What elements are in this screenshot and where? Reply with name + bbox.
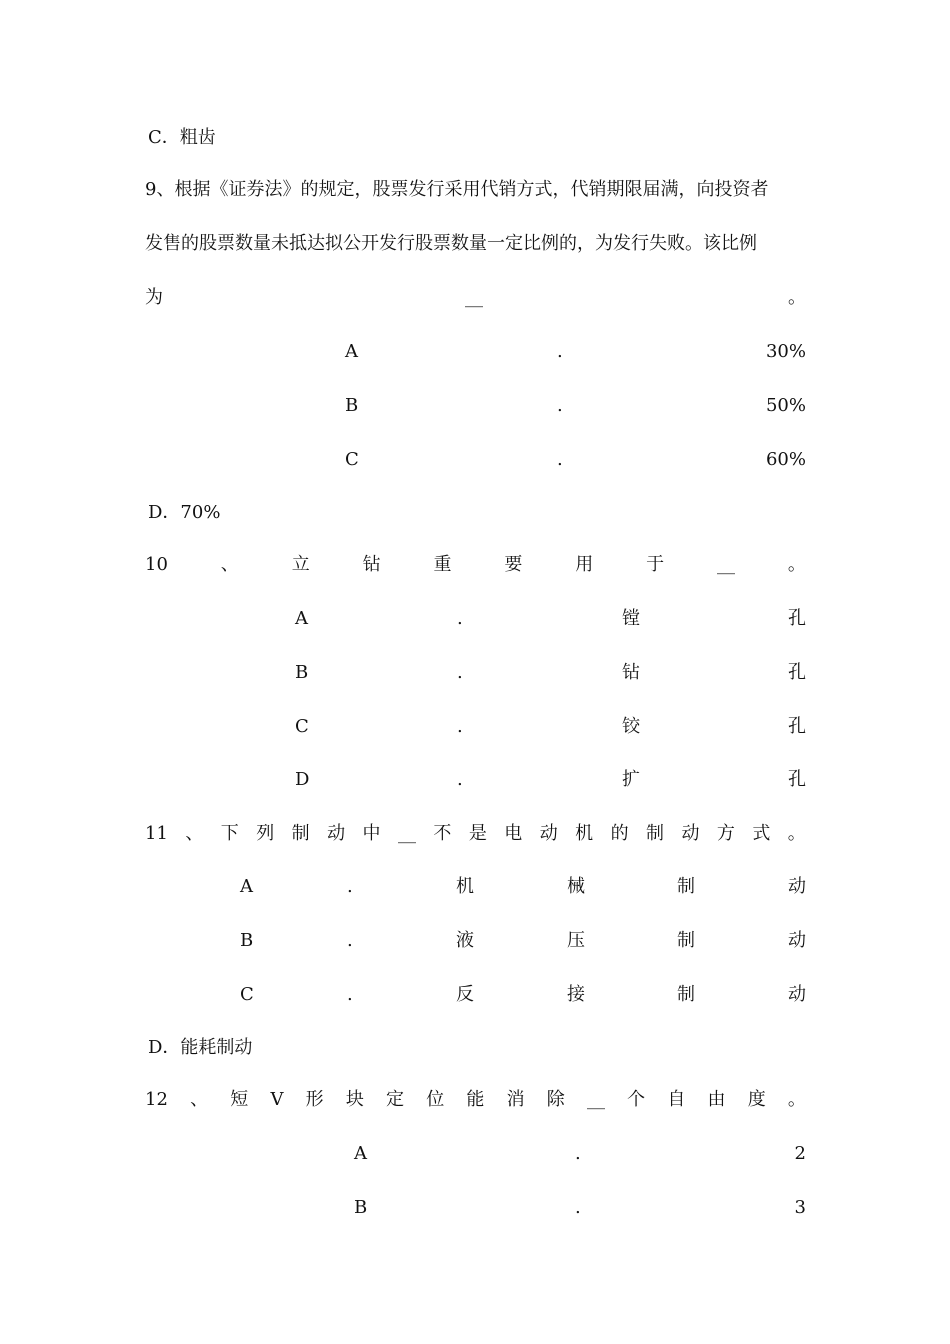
question-12-option-b xyxy=(145,1195,806,1221)
answer-blank: __ xyxy=(586,1089,605,1110)
question-10-stem xyxy=(145,552,806,578)
stem-token: 、 xyxy=(190,1089,209,1110)
option-dot: . xyxy=(457,769,463,790)
stem-token: 形 xyxy=(305,1089,324,1110)
stem-token: 块 xyxy=(345,1089,364,1110)
stem-token: 12 xyxy=(145,1089,168,1110)
stem-token: 的 xyxy=(610,823,629,844)
stem-token: 列 xyxy=(256,823,275,844)
stem-token: 中 xyxy=(362,823,381,844)
option-word: 孔 xyxy=(788,769,806,790)
option-word: 机 xyxy=(456,876,474,897)
question-12-option-a xyxy=(145,1141,806,1167)
option-letter: A xyxy=(354,1143,367,1164)
stem-token: 是 xyxy=(468,823,487,844)
option-dot: . xyxy=(457,662,463,683)
option-value: 50% xyxy=(765,395,806,416)
stem-token: 度 xyxy=(747,1089,766,1110)
option-dot: . xyxy=(347,876,353,897)
stem-token: 自 xyxy=(667,1089,686,1110)
option-letter: D xyxy=(295,769,310,790)
answer-blank: __ xyxy=(397,823,416,844)
question-9-option-c xyxy=(145,447,806,473)
stem-token: 用 xyxy=(575,554,594,575)
stem-token: 。 xyxy=(787,554,806,575)
question-10-option-b xyxy=(145,660,806,686)
question-text: 为 xyxy=(145,287,163,308)
option-word: 液 xyxy=(456,930,474,951)
stem-token: 。 xyxy=(787,823,806,844)
option-value: 2 xyxy=(794,1143,806,1164)
stem-token: 电 xyxy=(504,823,523,844)
stem-token: 动 xyxy=(539,823,558,844)
option-word: 扩 xyxy=(622,769,640,790)
option-c-coarse-teeth xyxy=(145,125,806,151)
answer-blank: __ xyxy=(465,287,483,308)
stem-token: 定 xyxy=(386,1089,405,1110)
stem-token: 11 xyxy=(145,823,168,844)
question-9-option-d xyxy=(145,500,806,526)
stem-token: 式 xyxy=(752,823,771,844)
stem-token: 下 xyxy=(220,823,239,844)
question-11-stem xyxy=(145,821,806,847)
stem-token: 短 xyxy=(230,1089,249,1110)
option-dot: . xyxy=(557,341,563,362)
answer-blank: __ xyxy=(717,554,736,575)
option-word: 孔 xyxy=(788,716,806,737)
stem-token: 不 xyxy=(433,823,452,844)
option-letter: B xyxy=(240,930,254,951)
question-text: 发售的股票数量未抵达拟公开发行股票数量一定比例的，为发行失败。该比例 xyxy=(145,233,757,254)
period: 。 xyxy=(788,287,806,308)
stem-token: 方 xyxy=(716,823,735,844)
question-9-stem-line-2 xyxy=(145,231,806,257)
question-10-option-c xyxy=(145,714,806,740)
option-letter: A xyxy=(240,876,253,897)
option-word: 械 xyxy=(567,876,585,897)
option-word: 钻 xyxy=(622,662,640,683)
stem-token: 动 xyxy=(327,823,346,844)
stem-token: 除 xyxy=(546,1089,565,1110)
option-word: 动 xyxy=(788,984,806,1005)
question-11-option-a xyxy=(145,874,806,900)
option-letter: B xyxy=(354,1197,368,1218)
question-10-option-d xyxy=(145,767,806,793)
option-word: 动 xyxy=(788,876,806,897)
option-word: 孔 xyxy=(788,608,806,629)
option-dot: . xyxy=(457,608,463,629)
stem-token: 于 xyxy=(646,554,665,575)
stem-token: V xyxy=(270,1089,284,1110)
option-value: 3 xyxy=(794,1197,806,1218)
stem-token: 个 xyxy=(627,1089,646,1110)
option-dot: . xyxy=(557,449,563,470)
question-12-stem xyxy=(145,1087,806,1113)
option-letter: C xyxy=(345,449,359,470)
option-letter: C xyxy=(240,984,254,1005)
option-text: D．能耗制动 xyxy=(148,1037,253,1058)
option-dot: . xyxy=(575,1143,581,1164)
stem-token: 立 xyxy=(291,554,310,575)
stem-token: 、 xyxy=(185,823,204,844)
stem-token: 由 xyxy=(707,1089,726,1110)
option-letter: B xyxy=(295,662,309,683)
option-value: 60% xyxy=(765,449,806,470)
stem-token: 要 xyxy=(504,554,523,575)
option-word: 孔 xyxy=(788,662,806,683)
option-dot: . xyxy=(575,1197,581,1218)
stem-token: 消 xyxy=(506,1089,525,1110)
question-11-option-c xyxy=(145,982,806,1008)
option-word: 制 xyxy=(677,930,695,951)
option-word: 反 xyxy=(456,984,474,1005)
stem-token: 位 xyxy=(426,1089,445,1110)
option-dot: . xyxy=(347,984,353,1005)
question-11-option-d xyxy=(145,1035,806,1061)
option-letter: A xyxy=(345,341,358,362)
stem-token: 钻 xyxy=(362,554,381,575)
option-value: 30% xyxy=(765,341,806,362)
option-text: D．70% xyxy=(148,502,221,523)
option-dot: . xyxy=(457,716,463,737)
option-word: 镗 xyxy=(622,608,640,629)
option-word: 接 xyxy=(567,984,585,1005)
option-word: 制 xyxy=(677,984,695,1005)
question-9-stem-line-3 xyxy=(145,285,806,311)
option-dot: . xyxy=(347,930,353,951)
question-9-option-a xyxy=(145,339,806,365)
question-10-option-a xyxy=(145,606,806,632)
question-9-option-b xyxy=(145,393,806,419)
question-text: 9、根据《证券法》的规定，股票发行采用代销方式，代销期限届满，向投资者 xyxy=(145,179,769,200)
stem-token: 制 xyxy=(646,823,665,844)
option-text: C．粗齿 xyxy=(148,127,216,148)
question-11-option-b xyxy=(145,928,806,954)
stem-token: 能 xyxy=(466,1089,485,1110)
option-letter: C xyxy=(295,716,309,737)
option-dot: . xyxy=(557,395,563,416)
stem-token: 制 xyxy=(291,823,310,844)
stem-token: 机 xyxy=(575,823,594,844)
stem-token: 。 xyxy=(787,1089,806,1110)
option-word: 动 xyxy=(788,930,806,951)
option-word: 铰 xyxy=(622,716,640,737)
stem-token: 10 xyxy=(145,554,168,575)
question-9-stem-line-1 xyxy=(145,177,806,203)
option-letter: B xyxy=(345,395,359,416)
stem-token: 、 xyxy=(220,554,239,575)
option-letter: A xyxy=(295,608,308,629)
option-word: 压 xyxy=(567,930,585,951)
option-word: 制 xyxy=(677,876,695,897)
stem-token: 动 xyxy=(681,823,700,844)
stem-token: 重 xyxy=(433,554,452,575)
